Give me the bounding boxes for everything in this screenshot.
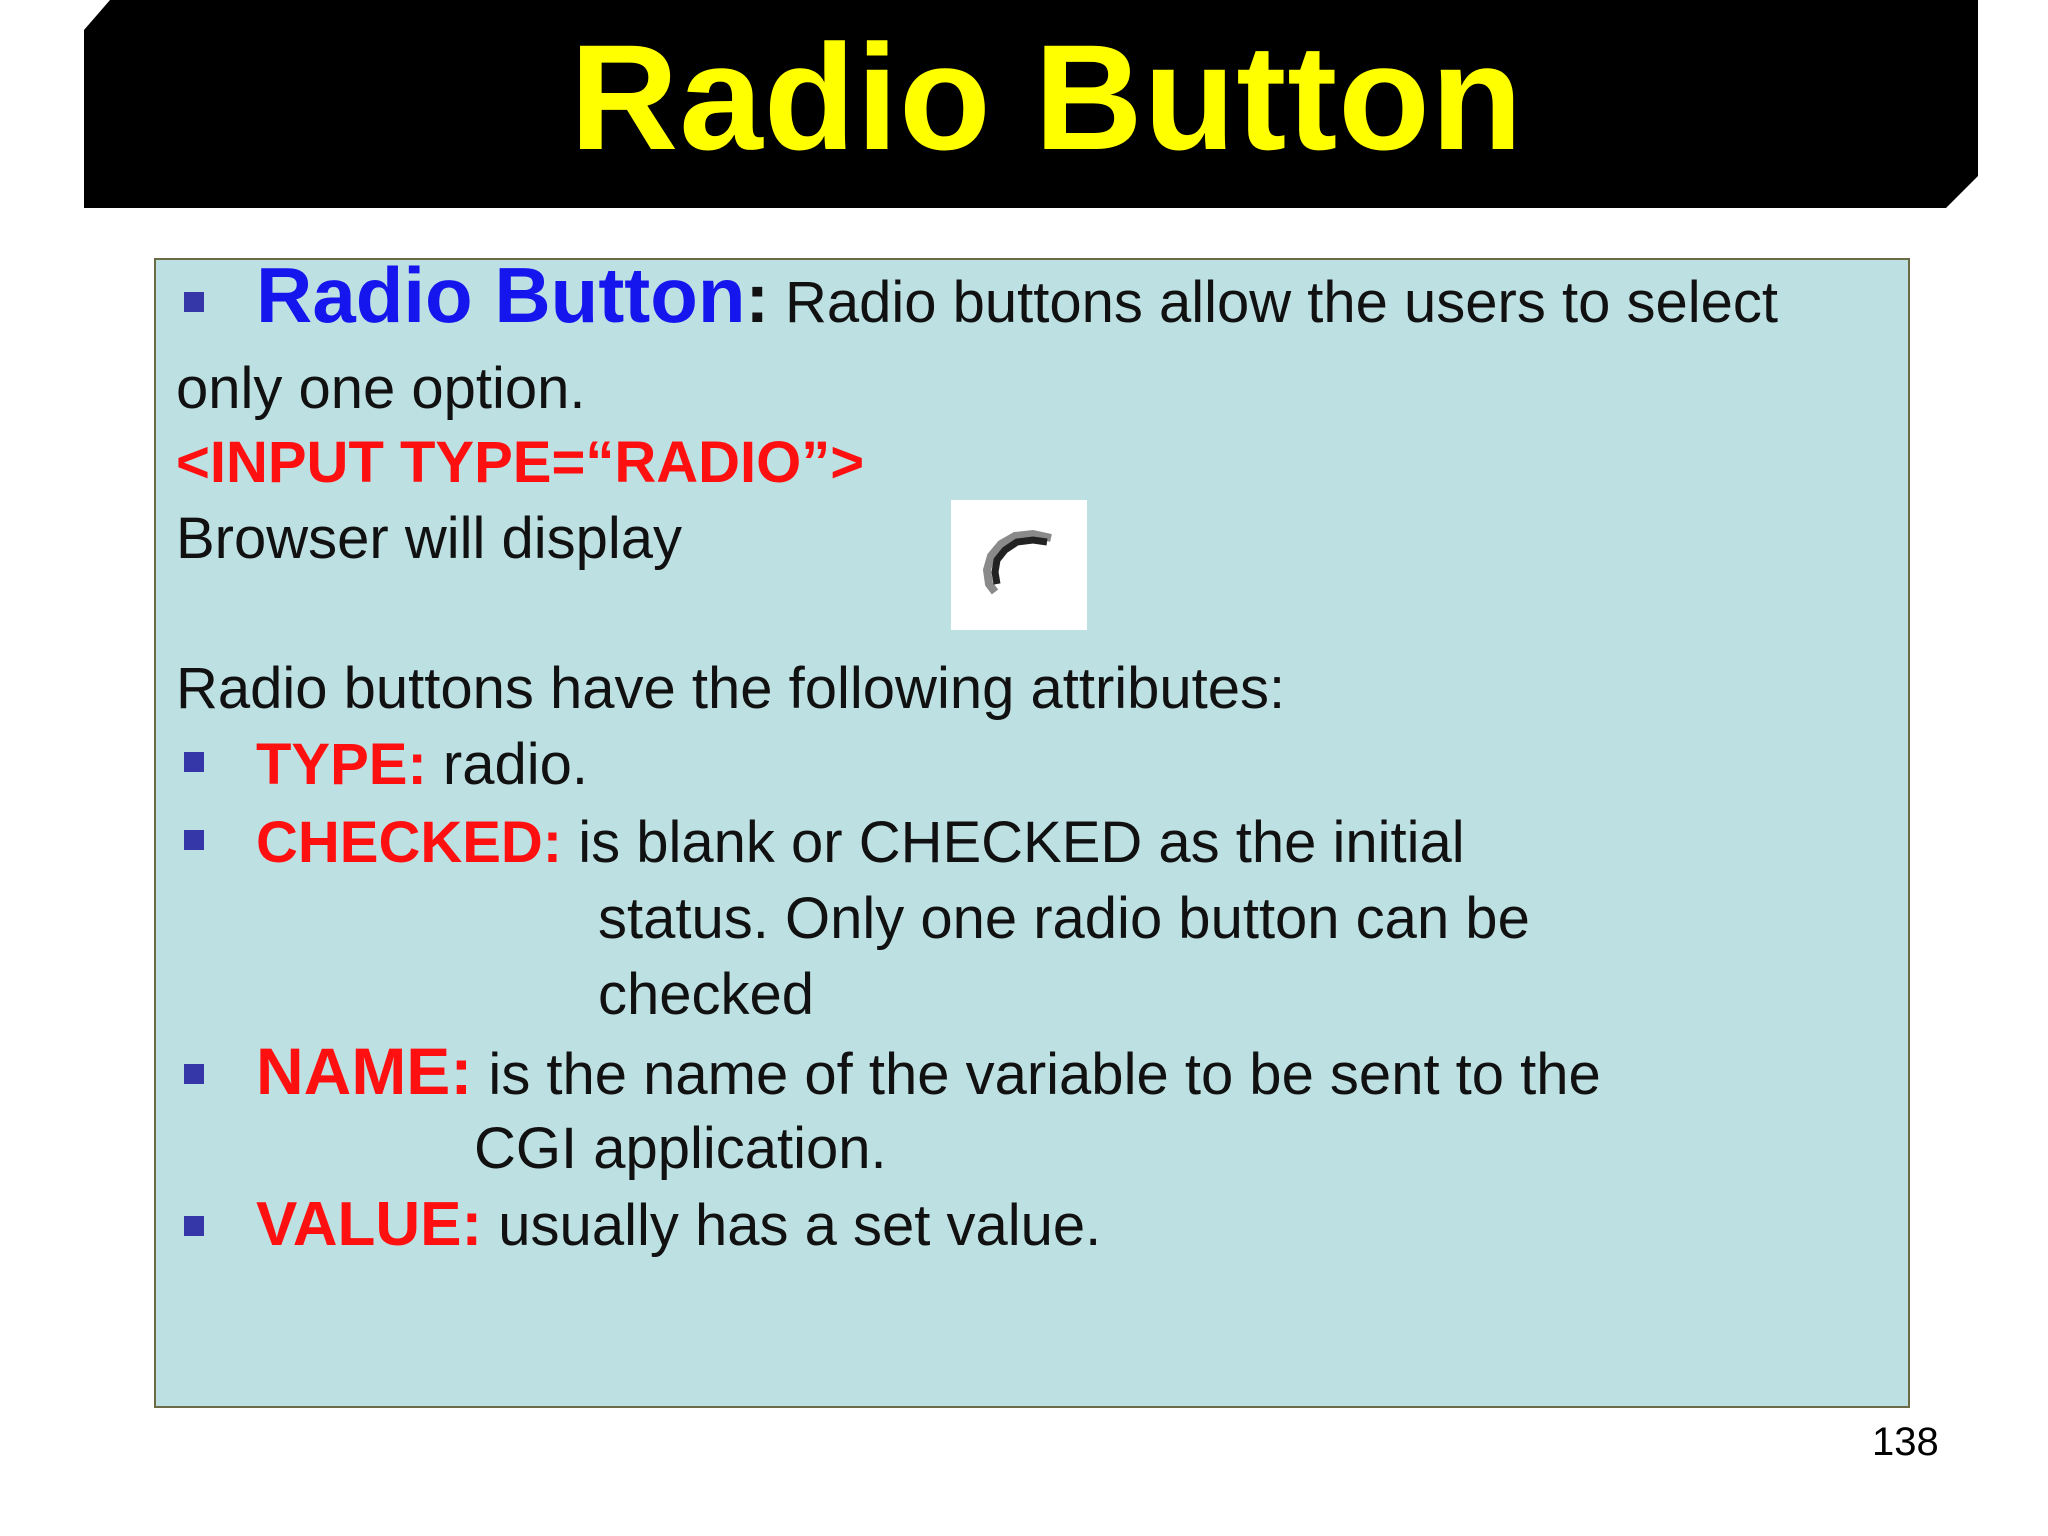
intro-line-2: only one option. <box>176 356 586 421</box>
attribute-name-line-2: CGI application. <box>474 1116 887 1181</box>
attribute-name: CHECKED: <box>256 810 563 875</box>
page-number: 138 <box>1872 1420 1939 1464</box>
radio-button-term: Radio Button <box>256 251 746 339</box>
intro-line <box>256 251 1778 339</box>
square-bullet-icon <box>184 1064 204 1084</box>
browser-display-label: Browser will display <box>176 506 683 571</box>
attribute-desc: is the name of the variable to be sent to the <box>472 1042 1601 1107</box>
attribute-value <box>256 1192 1101 1259</box>
intro-text: Radio buttons allow the users to select <box>768 270 1778 335</box>
square-bullet-icon <box>184 830 204 850</box>
attribute-checked-line-2: status. Only one radio button can be <box>598 886 1530 951</box>
attribute-name: VALUE: <box>256 1190 483 1259</box>
attribute-checked-line-3: checked <box>598 962 815 1027</box>
attribute-checked <box>256 810 1465 876</box>
attribute-desc: radio. <box>426 732 589 797</box>
attribute-name: TYPE: <box>256 732 427 797</box>
content-box <box>154 251 1910 1408</box>
radio-button-icon <box>951 500 1087 630</box>
square-bullet-icon <box>184 752 204 772</box>
attribute-desc: usually has a set value. <box>482 1193 1102 1258</box>
attribute-name <box>256 1034 1601 1108</box>
intro-colon: : <box>745 259 769 337</box>
square-bullet-icon <box>184 292 204 312</box>
attribute-desc: is blank or CHECKED as the initial <box>562 810 1465 875</box>
square-bullet-icon <box>184 1216 204 1236</box>
attribute-name-label: NAME: <box>256 1034 473 1108</box>
code-tag: <INPUT TYPE=“RADIO”> <box>176 430 865 495</box>
slide-title: Radio Button <box>570 13 1524 181</box>
attributes-heading: Radio buttons have the following attributes: <box>176 656 1286 721</box>
attribute-type <box>256 732 588 798</box>
